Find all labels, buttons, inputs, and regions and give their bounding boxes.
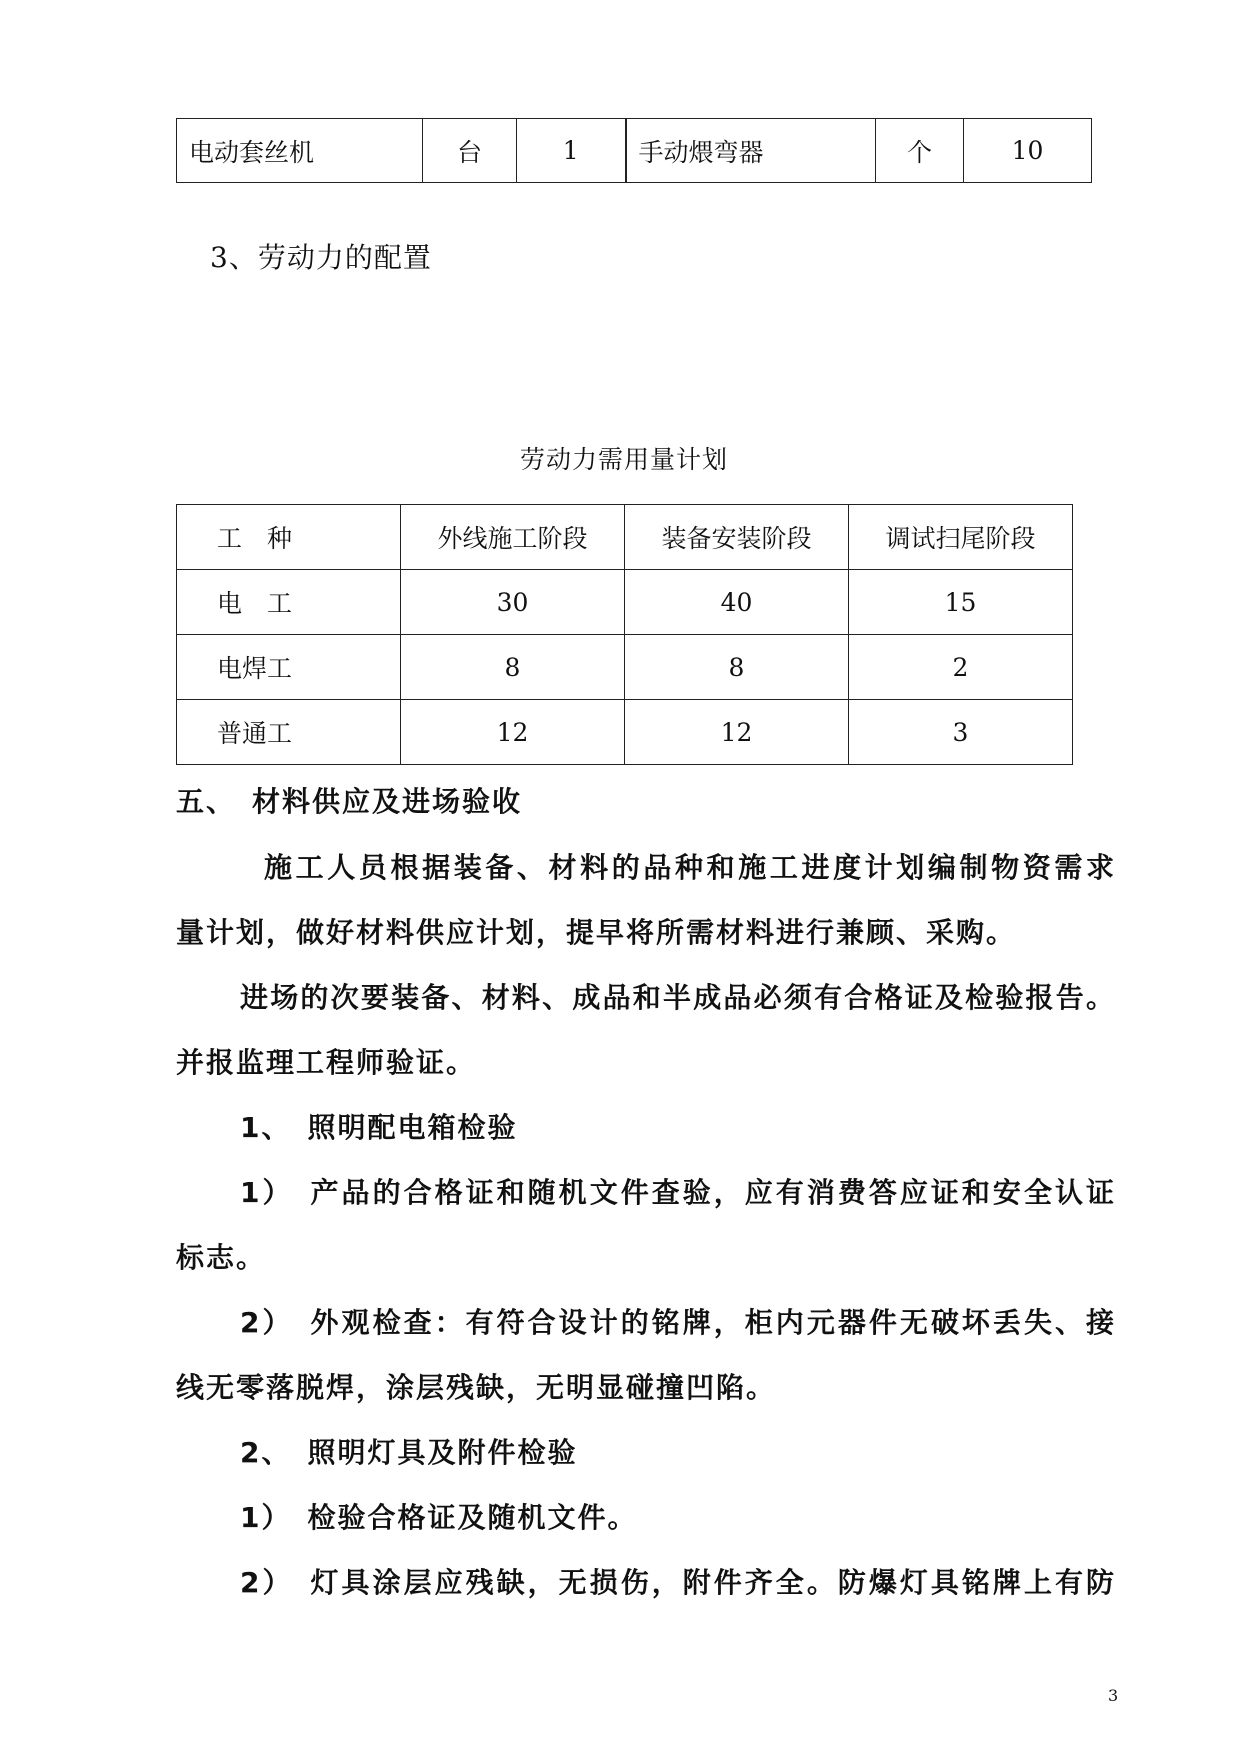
table-cell: 普通工 — [177, 700, 401, 765]
column-header: 外线施工阶段 — [401, 505, 625, 570]
column-header: 装备安装阶段 — [625, 505, 849, 570]
paragraph-line: 施工人员根据装备、材料的品种和施工进度计划编制物资需求 — [264, 851, 1116, 884]
table-cell: 12 — [625, 700, 849, 765]
table-row — [177, 570, 1073, 635]
table-row — [177, 700, 1073, 765]
list-item: 1） 产品的合格证和随机文件查验，应有消费答应证和安全认证 — [240, 1176, 1116, 1209]
table-cell: 8 — [401, 635, 625, 700]
paragraph-line: 量计划，做好材料供应计划，提早将所需材料进行兼顾、采购。 — [176, 916, 1017, 949]
equipment-name-cell: 电动套丝机 — [177, 119, 423, 183]
table-row — [177, 119, 1092, 183]
table-row — [177, 635, 1073, 700]
subsection-heading: 2、 照明灯具及附件检验 — [240, 1436, 578, 1469]
section-heading: 3、劳动力的配置 — [210, 241, 432, 274]
list-item: 2） 灯具涂层应残缺，无损伤，附件齐全。防爆灯具铭牌上有防 — [240, 1566, 1116, 1599]
equipment-unit-cell: 台 — [423, 119, 517, 183]
list-item: 标志。 — [176, 1241, 267, 1274]
equipment-table — [176, 118, 1092, 183]
list-item: 1） 检验合格证及随机文件。 — [240, 1501, 638, 1534]
table-cell: 40 — [625, 570, 849, 635]
table-cell: 30 — [401, 570, 625, 635]
equipment-qty-cell: 10 — [964, 119, 1092, 183]
table-cell: 3 — [849, 700, 1073, 765]
column-header: 工 种 — [177, 505, 401, 570]
table-cell: 2 — [849, 635, 1073, 700]
equipment-name-cell: 手动煨弯器 — [626, 119, 876, 183]
page-number: 3 — [1108, 1686, 1119, 1705]
table-cell: 电焊工 — [177, 635, 401, 700]
equipment-qty-cell: 1 — [517, 119, 626, 183]
equipment-unit-cell: 个 — [876, 119, 964, 183]
table-cell: 12 — [401, 700, 625, 765]
column-header: 调试扫尾阶段 — [849, 505, 1073, 570]
table-cell: 电 工 — [177, 570, 401, 635]
subsection-heading: 1、 照明配电箱检验 — [240, 1111, 518, 1144]
table-header-row — [177, 505, 1073, 570]
section-heading: 五、 材料供应及进场验收 — [176, 785, 523, 818]
labor-table — [176, 504, 1073, 765]
table-caption: 劳动力需用量计划 — [519, 445, 728, 474]
list-item: 线无零落脱焊，涂层残缺，无明显碰撞凹陷。 — [176, 1371, 777, 1404]
table-cell: 15 — [849, 570, 1073, 635]
list-item: 2） 外观检查：有符合设计的铭牌，柜内元器件无破坏丢失、接 — [240, 1306, 1116, 1339]
paragraph-line: 并报监理工程师验证。 — [176, 1046, 477, 1079]
table-cell: 8 — [625, 635, 849, 700]
paragraph-line: 进场的次要装备、材料、成品和半成品必须有合格证及检验报告。 — [240, 981, 1116, 1014]
